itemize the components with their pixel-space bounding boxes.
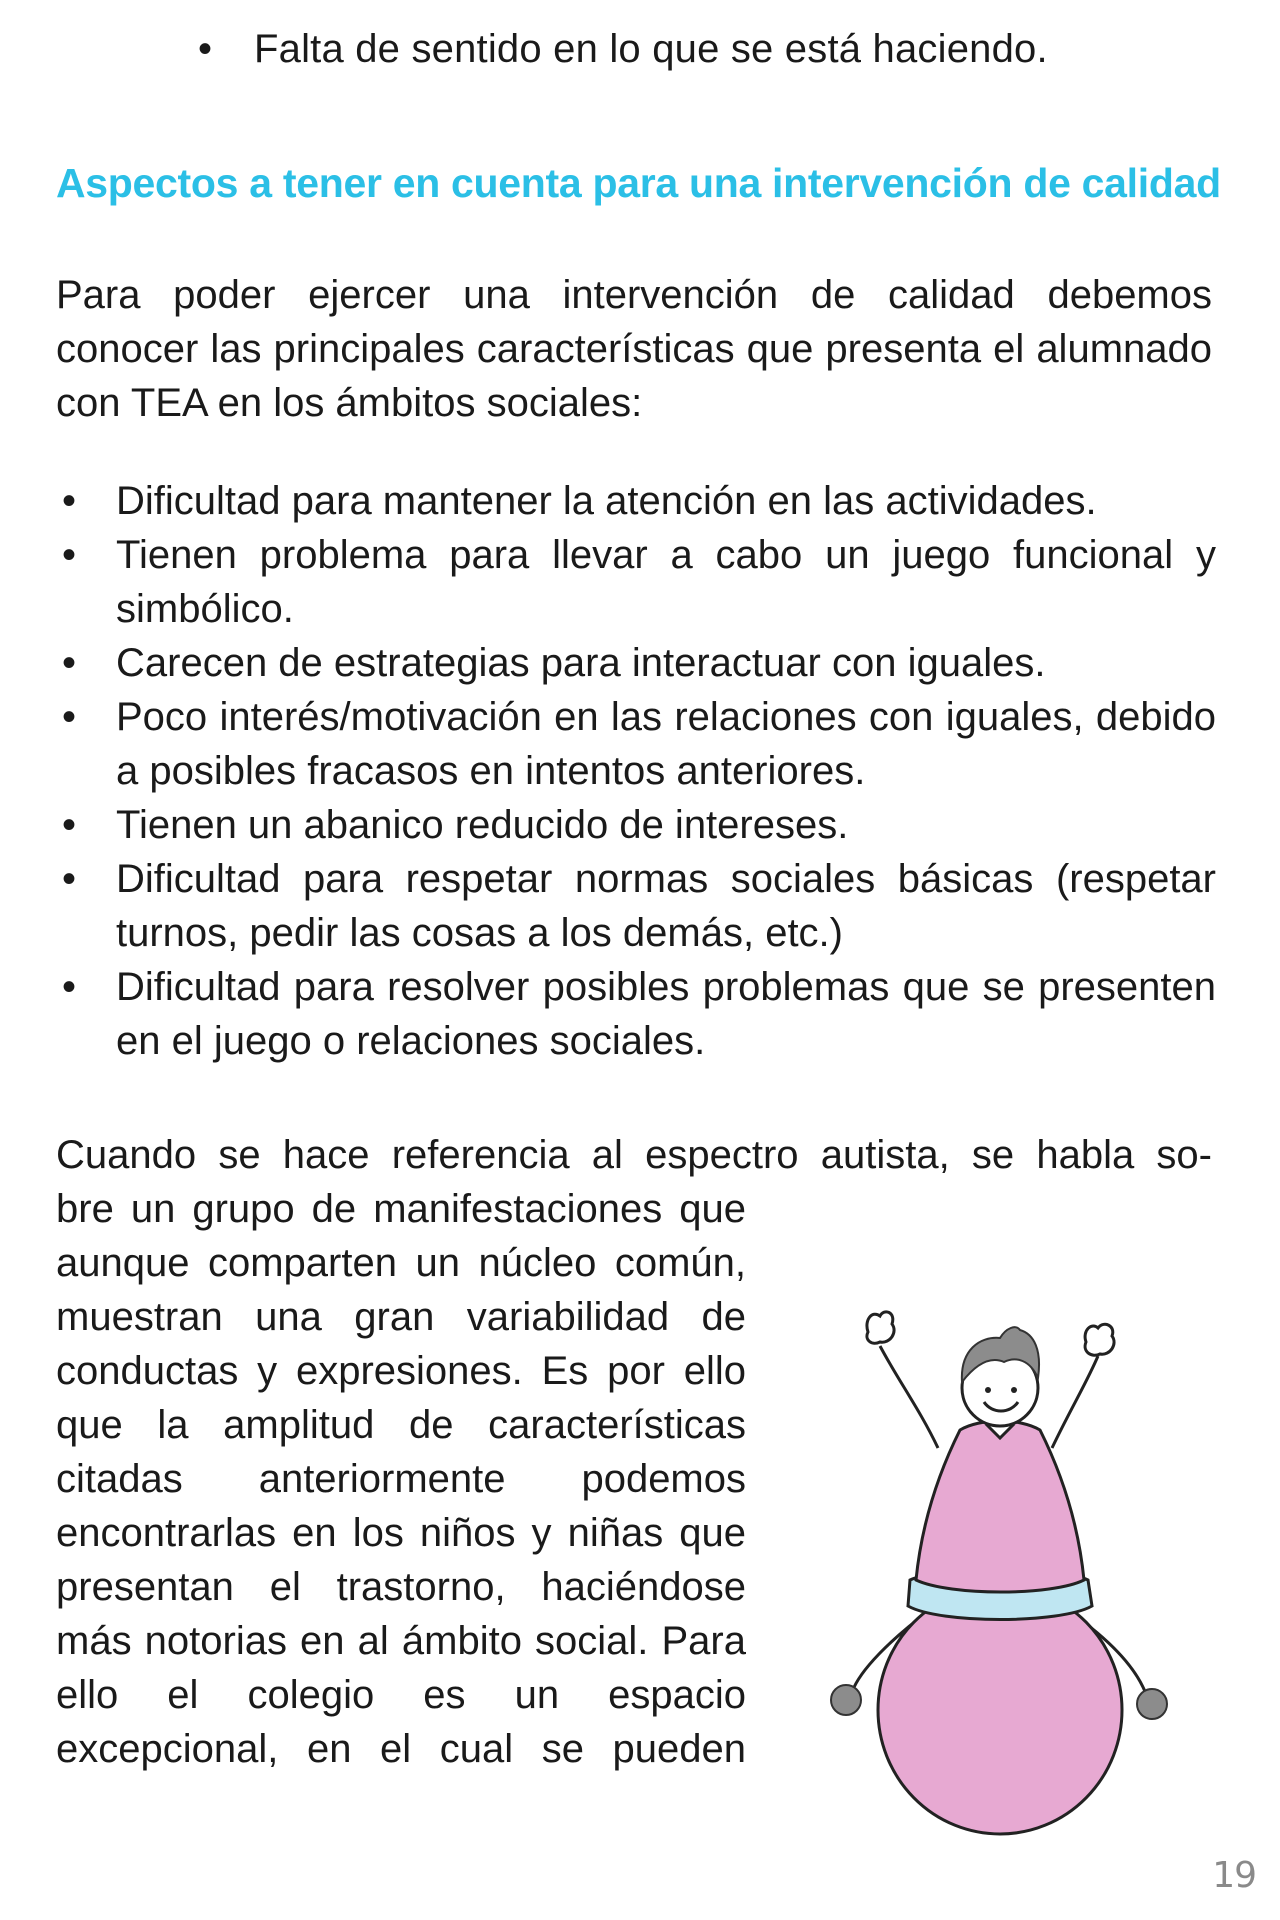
child-illustration	[820, 1280, 1180, 1840]
list-item: • Dificultad para mantener la atención en las actividades.	[56, 474, 1216, 528]
closing-paragraph-body: bre un grupo de manifestaciones que aunque comparten un núcleo común, muestran una gran variabilidad de conductas y expresiones. Es por ello que la amplitud de características citadas anteriormente podemos encontrarlas en los niños y niñas que presentan el trastorno, haciéndose más notorias en al ámbito social. Para ello el colegio es un espacio excepcional, en el cual se pueden	[56, 1187, 746, 1771]
bullet-marker: •	[198, 27, 213, 71]
list-item: • Dificultad para respetar normas sociales básicas (respetar turnos, pedir las cosas a los demás, etc.)	[56, 852, 1216, 960]
characteristics-list	[56, 474, 1216, 1068]
list-item: • Poco interés/motivación en las relaciones con iguales, debido a posibles fracasos en intentos anteriores.	[56, 690, 1216, 798]
intro-paragraph: Para poder ejercer una intervención de calidad debemos conocer las principales características que presenta el alumnado con TEA en los ámbitos sociales:	[56, 273, 1212, 425]
list-item: • Tienen un abanico reducido de intereses.	[56, 798, 1216, 852]
list-item: • Carecen de estrategias para interactuar con iguales.	[56, 636, 1216, 690]
page-number: 19	[1212, 1855, 1256, 1896]
top-bullet-text: Falta de sentido en lo que se está haciendo.	[254, 27, 1048, 71]
ball-body	[878, 1586, 1122, 1834]
top-bullet-item	[198, 22, 1198, 76]
right-arm	[1052, 1356, 1098, 1448]
dress	[916, 1421, 1084, 1592]
left-hand-icon	[867, 1312, 894, 1343]
right-foot-icon	[1137, 1689, 1167, 1719]
right-hand-icon	[1085, 1324, 1114, 1355]
left-arm	[880, 1346, 938, 1448]
list-item: • Tienen problema para llevar a cabo un juego funcional y simbólico.	[56, 528, 1216, 636]
list-item: • Dificultad para resolver posibles problemas que se presenten en el juego o relaciones sociales.	[56, 960, 1216, 1068]
left-foot-icon	[831, 1685, 861, 1715]
right-eye-icon	[1011, 1387, 1017, 1393]
section-heading: Aspectos a tener en cuenta para una intervención de calidad	[56, 160, 1221, 206]
left-eye-icon	[985, 1387, 991, 1393]
closing-paragraph-first-line: Cuando se hace referencia al espectro autista, se habla so-	[56, 1133, 1212, 1177]
